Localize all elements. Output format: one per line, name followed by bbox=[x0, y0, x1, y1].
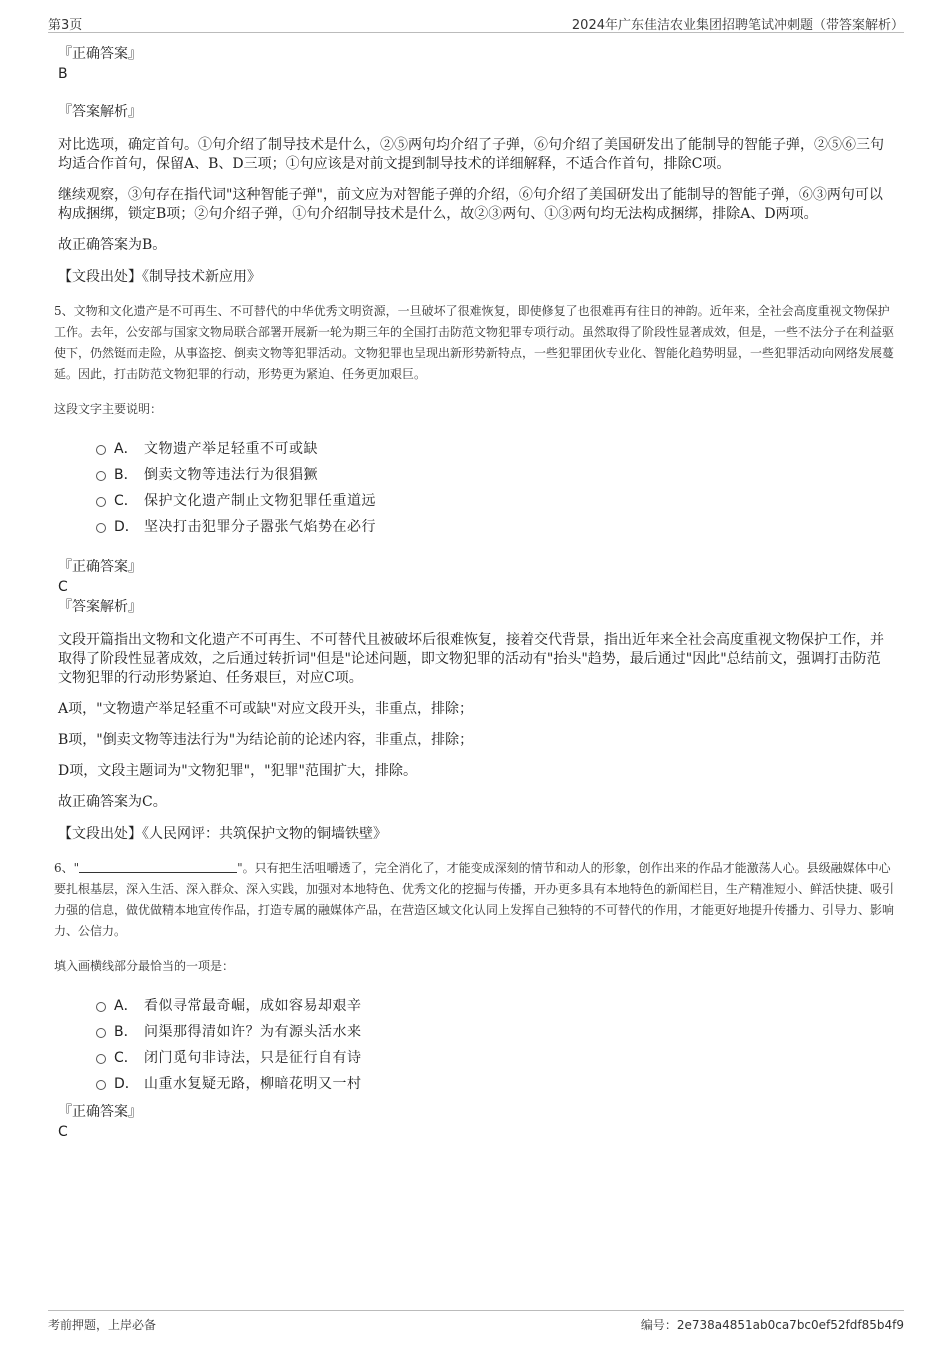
option-text: 山重水复疑无路，柳暗花明又一村 bbox=[144, 1076, 362, 1092]
option-letter: C． bbox=[114, 493, 138, 509]
option-letter: C． bbox=[114, 1050, 138, 1066]
option-c[interactable] bbox=[96, 1044, 896, 1070]
option-letter: A． bbox=[114, 441, 138, 457]
analysis-paragraph: 对比选项，确定首句。①句介绍了制导技术是什么，②⑤两句均介绍了子弹，⑥句介绍了美国研发出了能制导的智能子弹，②⑤⑥三句均适合作首句，保留A、B、D三项；①句应该是对前文提到制导技术的详细解释，不适合作首句，排除C项。 bbox=[58, 137, 884, 172]
option-text: 保护文化遗产制止文物犯罪任重道远 bbox=[144, 493, 376, 509]
answer-value: B bbox=[58, 66, 68, 82]
analysis-paragraph: 文段开篇指出文物和文化遗产不可再生、不可替代且被破坏后很难恢复，接着交代背景，指出近年来全社会高度重视文物保护工作，并取得了阶段性显著成效，之后通过转折词"但是"论述问题，即文物犯罪的活动有"抬头"趋势，最后通过"因此"总结前文，强调打击防范文物犯罪的行动形势紧迫、任务艰巨，对应C项。 bbox=[58, 632, 884, 686]
fill-blank bbox=[79, 860, 237, 873]
analysis-paragraph: A项，"文物遗产举足轻重不可或缺"对应文段开头，非重点，排除； bbox=[58, 701, 473, 717]
option-a[interactable] bbox=[96, 435, 896, 461]
option-text: 问渠那得清如许？为有源头活水来 bbox=[144, 1024, 362, 1040]
option-text: 闭门觅句非诗法，只是征行自有诗 bbox=[144, 1050, 362, 1066]
answer-label: 『正确答案』 bbox=[58, 559, 142, 575]
footer-slogan: 考前押题，上岸必备 bbox=[48, 1318, 157, 1332]
radio-button[interactable] bbox=[96, 1002, 106, 1012]
document-title: 2024年广东佳洁农业集团招聘笔试冲刺题（带答案解析） bbox=[571, 18, 904, 33]
radio-button[interactable] bbox=[96, 1028, 106, 1038]
radio-button[interactable] bbox=[96, 497, 106, 507]
radio-button[interactable] bbox=[96, 445, 106, 455]
radio-button[interactable] bbox=[96, 471, 106, 481]
document-code: 编号：2e738a4851ab0ca7bc0ef52fdf85b4f9 bbox=[640, 1318, 904, 1332]
analysis-paragraph: D项，文段主题词为"文物犯罪"，"犯罪"范围扩大，排除。 bbox=[58, 763, 417, 779]
analysis-paragraph: 故正确答案为B。 bbox=[58, 237, 167, 253]
radio-button[interactable] bbox=[96, 1054, 106, 1064]
analysis-paragraph: 继续观察，③句存在指代词"这种智能子弹"，前文应为对智能子弹的介绍，⑥句介绍了美国研发出了能制导的智能子弹，⑥③两句可以构成捆绑，锁定B项；②句介绍子弹，①句介绍制导技术是什么，故②③两句、①③两句均无法构成捆绑，排除A、D两项。 bbox=[58, 187, 883, 222]
option-letter: B． bbox=[114, 1024, 138, 1040]
main-content bbox=[56, 44, 896, 1154]
option-a[interactable] bbox=[96, 992, 896, 1018]
page-number: 第3页 bbox=[48, 18, 83, 33]
question-prompt: 这段文字主要说明： bbox=[54, 402, 163, 416]
radio-button[interactable] bbox=[96, 1080, 106, 1090]
option-letter: A． bbox=[114, 998, 138, 1014]
page-header bbox=[48, 12, 904, 33]
answer-label: 『正确答案』 bbox=[58, 46, 142, 62]
question-body: "。只有把生活咀嚼透了，完全消化了，才能变成深刻的情节和动人的形象，创作出来的作品才能激荡人心。县级融媒体中心要扎根基层，深入生活、深入群众、深入实践，加强对本地特色、优秀文化的挖掘与传播，开办更多具有本地特色的新闻栏目，生产精准短小、鲜活快捷、吸引力强的信息，做优做精本地宣传作品，打造专属的融媒体产品，在营造区域文化认同上发挥自己独特的不可替代的作用，才能更好地提升传播力、引导力、影响力、公信力。 bbox=[54, 861, 895, 938]
option-letter: D． bbox=[114, 1076, 139, 1092]
analysis-paragraph: 故正确答案为C。 bbox=[58, 794, 167, 810]
analysis-paragraph: B项，"倒卖文物等违法行为"为结论前的论述内容，非重点，排除； bbox=[58, 732, 474, 748]
question-stem bbox=[54, 858, 896, 942]
question-prompt: 填入画横线部分最恰当的一项是： bbox=[54, 959, 235, 973]
option-b[interactable] bbox=[96, 461, 896, 487]
option-d[interactable] bbox=[96, 513, 896, 539]
option-text: 坚决打击犯罪分子嚣张气焰势在必行 bbox=[144, 519, 376, 535]
option-list bbox=[96, 435, 896, 539]
analysis-label: 『答案解析』 bbox=[58, 599, 142, 615]
option-letter: B． bbox=[114, 467, 138, 483]
page-footer bbox=[48, 1310, 904, 1333]
option-d[interactable] bbox=[96, 1070, 896, 1096]
passage-source: 【文段出处】《人民网评：共筑保护文物的铜墙铁壁》 bbox=[58, 826, 387, 842]
option-letter: D． bbox=[114, 519, 139, 535]
answer-value: C bbox=[58, 579, 68, 595]
option-c[interactable] bbox=[96, 487, 896, 513]
question-stem: 5、文物和文化遗产是不可再生、不可替代的中华优秀文明资源，一旦破坏了很难恢复，即使修复了也很难再有往日的神韵。近年来，全社会高度重视文物保护工作。去年，公安部与国家文物局联合部署开展新一轮为期三年的全国打击防范文物犯罪专项行动。虽然取得了阶段性显著成效，但是，一些不法分子在利益驱使下，仍然铤而走险，从事盗挖、倒卖文物等犯罪活动。文物犯罪也呈现出新形势新特点，一些犯罪团伙专业化、智能化趋势明显，一些犯罪活动向网络发展蔓延。因此，打击防范文物犯罪的行动，形势更为紧迫、任务更加艰巨。 bbox=[54, 304, 895, 381]
analysis-label: 『答案解析』 bbox=[58, 104, 142, 120]
passage-source: 【文段出处】《制导技术新应用》 bbox=[58, 269, 261, 285]
option-text: 看似寻常最奇崛，成如容易却艰辛 bbox=[144, 998, 362, 1014]
radio-button[interactable] bbox=[96, 523, 106, 533]
answer-label: 『正确答案』 bbox=[58, 1104, 142, 1120]
option-text: 倒卖文物等违法行为很猖獗 bbox=[144, 467, 318, 483]
option-text: 文物遗产举足轻重不可或缺 bbox=[144, 441, 318, 457]
question-prefix: 6、" bbox=[54, 861, 80, 875]
option-list bbox=[96, 992, 896, 1096]
option-b[interactable] bbox=[96, 1018, 896, 1044]
answer-value: C bbox=[58, 1124, 68, 1140]
